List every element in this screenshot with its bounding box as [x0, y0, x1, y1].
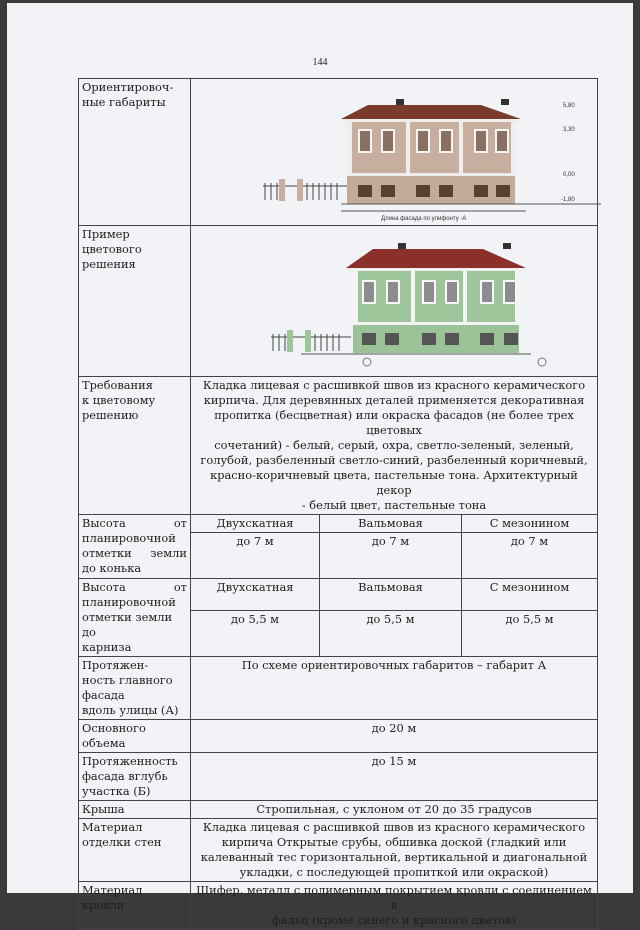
axis-marker: [363, 358, 371, 366]
label-line: отделки стен: [82, 835, 162, 849]
table-row: [79, 801, 598, 819]
text-line: пропитка (бесцветная) или окраска фасадов (не более трех цветовых: [214, 408, 574, 437]
row-label: [79, 515, 191, 579]
text-line: кирпича. Для деревянных деталей применяется декоративная: [203, 393, 585, 407]
label-word: Высота: [82, 580, 126, 594]
row-label: Материал кровли: [79, 882, 191, 930]
label-word: Высота: [82, 516, 126, 530]
facade-length-caption: Длина фасада по улифонту -А: [381, 216, 467, 222]
label-line: отметки земли до: [82, 610, 173, 639]
roof-type-header: Двухскатная: [191, 515, 320, 533]
color-example-drawing: [191, 226, 598, 377]
label-line: к цветовому: [82, 393, 156, 407]
table-row: [79, 515, 598, 533]
text-line: Шифер, металл с полимерным покрытием кровли с соединением в: [196, 883, 592, 912]
row-label: Крыша: [79, 801, 191, 819]
height-value: до 5,5 м: [191, 611, 320, 657]
label-line: ные габариты: [82, 95, 166, 109]
row-value: [191, 882, 598, 930]
label-line: Протяжен-: [82, 658, 149, 672]
label-line: цветового: [82, 242, 142, 256]
row-value: [191, 819, 598, 882]
elevation-mark: -1,80: [561, 197, 575, 203]
label-line: фасада: [82, 688, 125, 702]
label-line: до конька: [82, 561, 142, 575]
elevation-mark: 5,80: [563, 103, 575, 109]
label-line: вдоль улицы (А): [82, 703, 179, 717]
label-line: ность главного: [82, 673, 173, 687]
label-line: Пример: [82, 227, 130, 241]
table-row: [79, 753, 598, 801]
label-word: отметки: [82, 546, 132, 560]
label-line: решению: [82, 408, 139, 422]
label-line: решения: [82, 257, 136, 271]
building-elevation-drawing: [191, 79, 605, 225]
label-line: планировочной: [82, 595, 176, 609]
roof-type-header: Вальмовая: [320, 579, 462, 611]
label-line: карниза: [82, 640, 132, 654]
roof-shape: [346, 249, 526, 268]
table-row: [79, 657, 598, 720]
text-line: голубой, разбеленный светло-синий, разбеленный коричневый,: [200, 453, 588, 467]
label-line: Требования: [82, 378, 153, 392]
label-line: планировочной: [82, 531, 176, 545]
height-value: до 7 м: [191, 533, 320, 579]
row-label: [79, 377, 191, 515]
elevation-mark: 3,30: [563, 127, 575, 133]
row-label: [79, 753, 191, 801]
label-word: от: [173, 580, 187, 594]
text-line: - белый цвет, пастельные тона: [301, 498, 487, 512]
label-line: Протяженность: [82, 754, 178, 768]
colored-elevation-drawing: [191, 226, 605, 376]
axis-marker: [538, 358, 546, 366]
row-value: до 15 м: [191, 753, 598, 801]
label-line: участка (Б): [82, 784, 151, 798]
table-row: [79, 819, 598, 882]
row-value: до 20 м: [191, 720, 598, 753]
roof-type-header: С мезонином: [462, 579, 598, 611]
row-label: Основного объема: [79, 720, 191, 753]
roof-type-header: Двухскатная: [191, 579, 320, 611]
color-requirements-text: [191, 377, 598, 515]
table-row: [79, 79, 598, 226]
requirements-table: [78, 78, 598, 930]
roof-type-header: Вальмовая: [320, 515, 462, 533]
label-line: фасада вглубь: [82, 769, 168, 783]
row-value: Стропильная, с уклоном от 20 до 35 градусов: [191, 801, 598, 819]
row-label: [79, 819, 191, 882]
elevation-mark: 0,00: [563, 172, 575, 178]
facade-wall: [347, 122, 515, 174]
page-number: 144: [312, 57, 328, 68]
roof-type-header: С мезонином: [462, 515, 598, 533]
table-row: [79, 882, 598, 930]
text-line: Кладка лицевая с расшивкой швов из красного керамического: [202, 820, 586, 834]
row-label: [79, 79, 191, 226]
label-line: Материал: [82, 820, 143, 834]
height-value: до 5,5 м: [320, 611, 462, 657]
height-value: до 5,5 м: [462, 611, 598, 657]
row-label: [79, 657, 191, 720]
label-word: от: [173, 516, 187, 530]
height-value: до 7 м: [462, 533, 598, 579]
table-row: [79, 579, 598, 611]
dimension-drawing: [191, 79, 598, 226]
text-line: Кладка лицевая с расшивкой швов из красного керамического: [202, 378, 586, 392]
text-line: фальц (кроме синего и красного цветов): [272, 913, 516, 927]
row-label: [79, 226, 191, 377]
text-line: красно-коричневый цвета, пастельные тона. Архитектурный декор: [210, 468, 578, 497]
label-word: земли: [150, 546, 187, 560]
text-line: калеванный тес горизонтальной, вертикальной и диагональной: [200, 850, 588, 864]
table-row: [79, 226, 598, 377]
row-value: По схеме ориентировочных габаритов – габарит А: [191, 657, 598, 720]
text-line: сочетаний) - белый, серый, охра, светло-зеленый, зеленый,: [214, 438, 574, 452]
table-row: [79, 720, 598, 753]
table-row: [79, 377, 598, 515]
roof-shape: [341, 105, 521, 119]
text-line: кирпича Открытые срубы, обшивка доской (гладкий или: [221, 835, 567, 849]
text-line: укладки, с последующей пропиткой или окраской): [239, 865, 549, 879]
label-line: Ориентировоч-: [82, 80, 174, 94]
height-value: до 7 м: [320, 533, 462, 579]
row-label: [79, 579, 191, 657]
